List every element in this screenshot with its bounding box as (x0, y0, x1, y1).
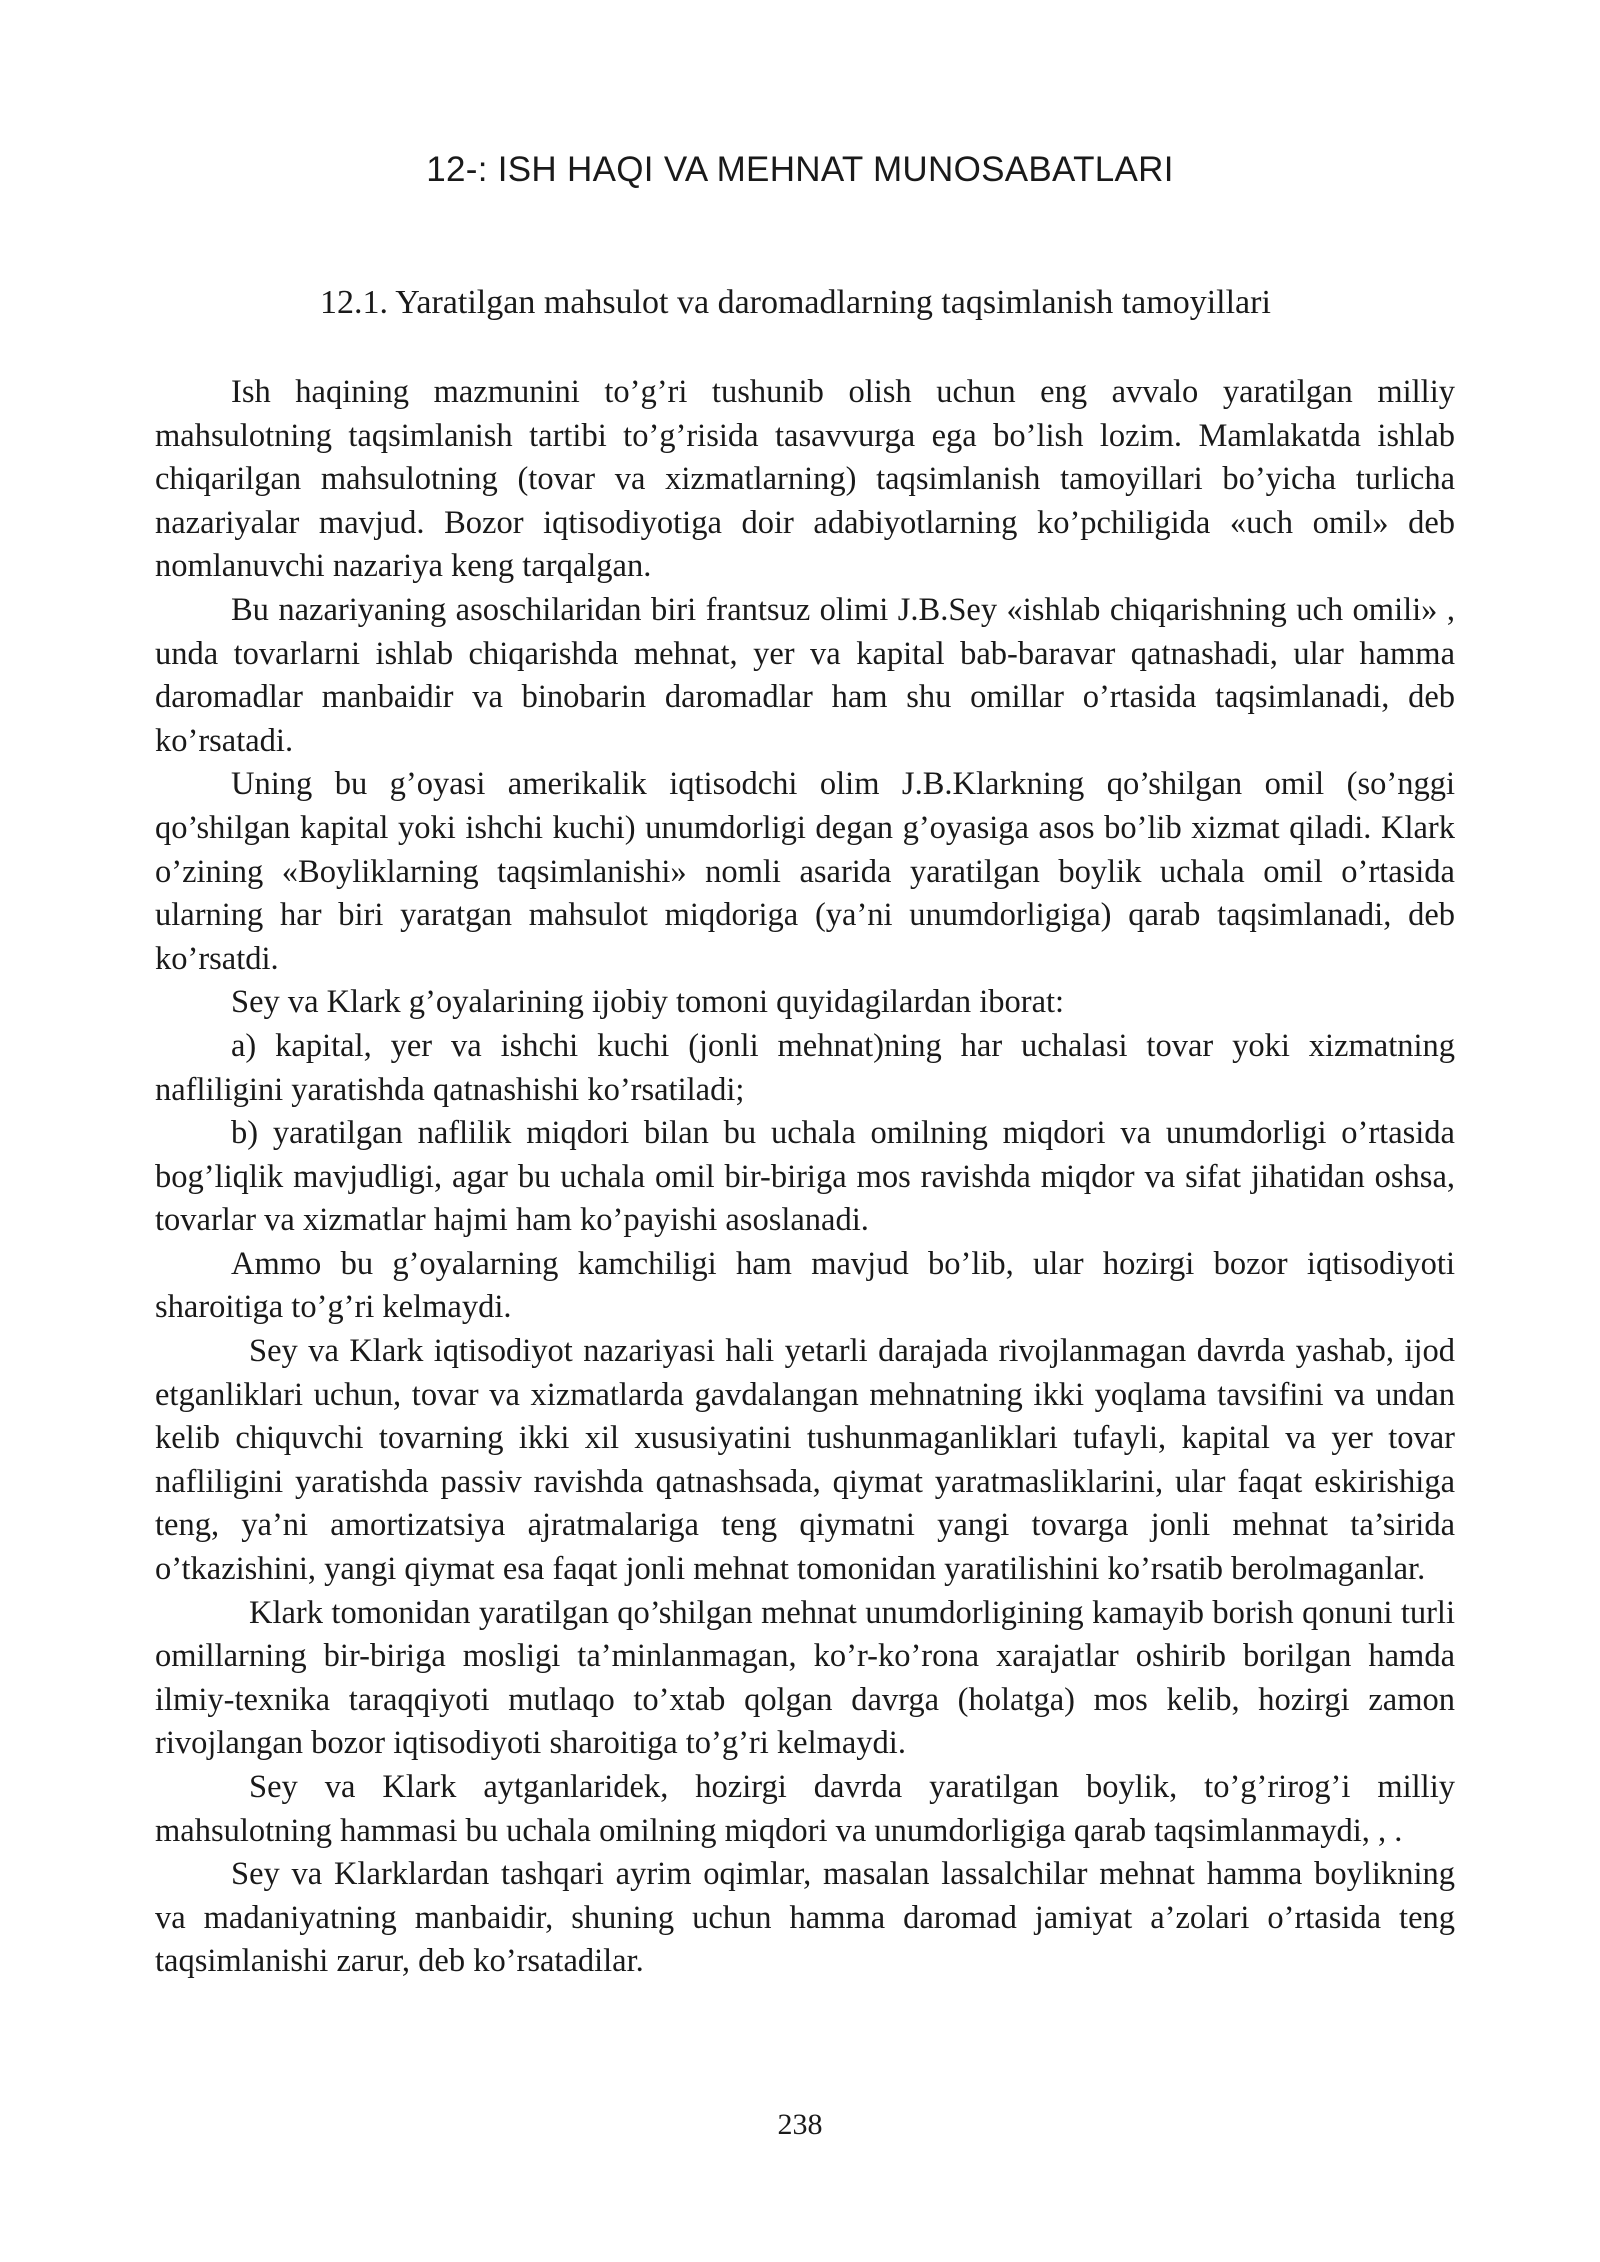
paragraph: Sey va Klark iqtisodiyot nazariyasi hali yetarli darajada rivojlanmagan davrda yashab, ijod etganliklari uchun, tovar va xizmatlarda gavdalangan mehnatning ikki yoqlama tavsifini va undan kelib chiquvchi tovarning ikki xil xususiyatini tushunmaganliklari tufayli, kapital va yer tovar nafliligini yaratishda passiv ravishda qatnashsada, qiymat yaratmasliklarini, ular faqat eskirishiga teng, ya’ni amortizatsiya ajratmalariga teng qiymatni yangi tovarga jonli mehnat ta’sirida o’tkazishini, yangi qiymat esa faqat jonli mehnat tomonidan yaratilishini ko’rsatib berolmaganlar. (155, 1333, 1455, 1588)
list-item: a) kapital, yer va ishchi kuchi (jonli mehnat)ning har uchalasi tovar yoki xizmatning nafliligini yaratishda qatnashishi ko’rsatiladi; (155, 1027, 1455, 1108)
section-title: 12.1. Yaratilgan mahsulot va daromadlarning taqsimlanish tamoyillari (320, 284, 1271, 321)
paragraph: Uning bu g’oyasi amerikalik iqtisodchi olim J.B.Klarkning qo’shilgan omil (so’nggi qo’shilgan kapital yoki ishchi kuchi) unumdorligi degan g’oyasiga asos bo’lib xizmat qiladi. Klark o’zining «Boyliklarning taqsimlanishi» nomli asarida yaratilgan boylik uchala omil o’rtasida ularning har biri yaratgan mahsulot miqdoriga (ya’ni unumdorligiga) qarab taqsimlanadi, deb ko’rsatdi. (155, 766, 1455, 977)
page-number: 238 (777, 2108, 823, 2141)
paragraph: Bu nazariyaning asoschilaridan biri frantsuz olimi J.B.Sey «ishlab chiqarishning uch omili» , unda tovarlarni ishlab chiqarishda mehnat, yer va kapital bab-baravar qatnashadi, ular hamma daromadlar manbaidir va binobarin daromadlar ham shu omillar o’rtasida taqsimlanadi, deb ko’rsatadi. (155, 591, 1455, 759)
paragraph: Klark tomonidan yaratilgan qo’shilgan mehnat unumdorligining kamayib borish qonuni turli omillarning bir-biriga mosligi ta’minlanmagan, ko’r-ko’rona xarajatlar oshirib borilgan hamda ilmiy-texnika taraqqiyoti mutlaqo to’xtab qolgan davrga (holatga) mos kelib, hozirgi zamon rivojlangan bozor iqtisodiyoti sharoitiga to’g’ri kelmaydi. (155, 1594, 1455, 1762)
paragraph: Sey va Klark aytganlaridek, hozirgi davrda yaratilgan boylik, to’g’rirog’i milliy mahsulotning hammasi bu uchala omilning miqdori va unumdorligiga qarab taqsimlanmaydi, , . (155, 1769, 1455, 1849)
list-item: b) yaratilgan naflilik miqdori bilan bu uchala omilning miqdori va unumdorligi o’rtasida bog’liqlik mavjudligi, agar bu uchala omil bir-biriga mos ravishda miqdor va sifat jihatidan oshsa, tovarlar va xizmatlar hajmi ham ko’payishi asoslanadi. (155, 1115, 1455, 1239)
body-text (155, 371, 1455, 1984)
paragraph: Sey va Klark g’oyalarining ijobiy tomoni quyidagilardan iborat: (231, 984, 1065, 1021)
paragraph: Sey va Klarklardan tashqari ayrim oqimlar, masalan lassalchilar mehnat hamma boylikning va madaniyatning manbaidir, shuning uchun hamma daromad jamiyat a’zolari o’rtasida teng taqsimlanishi zarur, deb ko’rsatadilar. (155, 1856, 1455, 1980)
chapter-title: 12-: ISH HAQI VA MEHNAT MUNOSABATLARI (426, 150, 1174, 189)
paragraph: Ammo bu g’oyalarning kamchiligi ham mavjud bo’lib, ular hozirgi bozor iqtisodiyoti sharoitiga to’g’ri kelmaydi. (155, 1245, 1455, 1326)
paragraph: Ish haqining mazmunini to’g’ri tushunib olish uchun eng avvalo yaratilgan milliy mahsulotning taqsimlanish tartibi to’g’risida tasavvurga ega bo’lish lozim. Mamlakatda ishlab chiqarilgan mahsulotning (tovar va xizmatlarning) taqsimlanish tamoyillari bo’yicha turlicha nazariyalar mavjud. Bozor iqtisodiyotiga doir adabiyotlarning ko’pchiligida «uch omil» deb nomlanuvchi nazariya keng tarqalgan. (155, 374, 1455, 585)
